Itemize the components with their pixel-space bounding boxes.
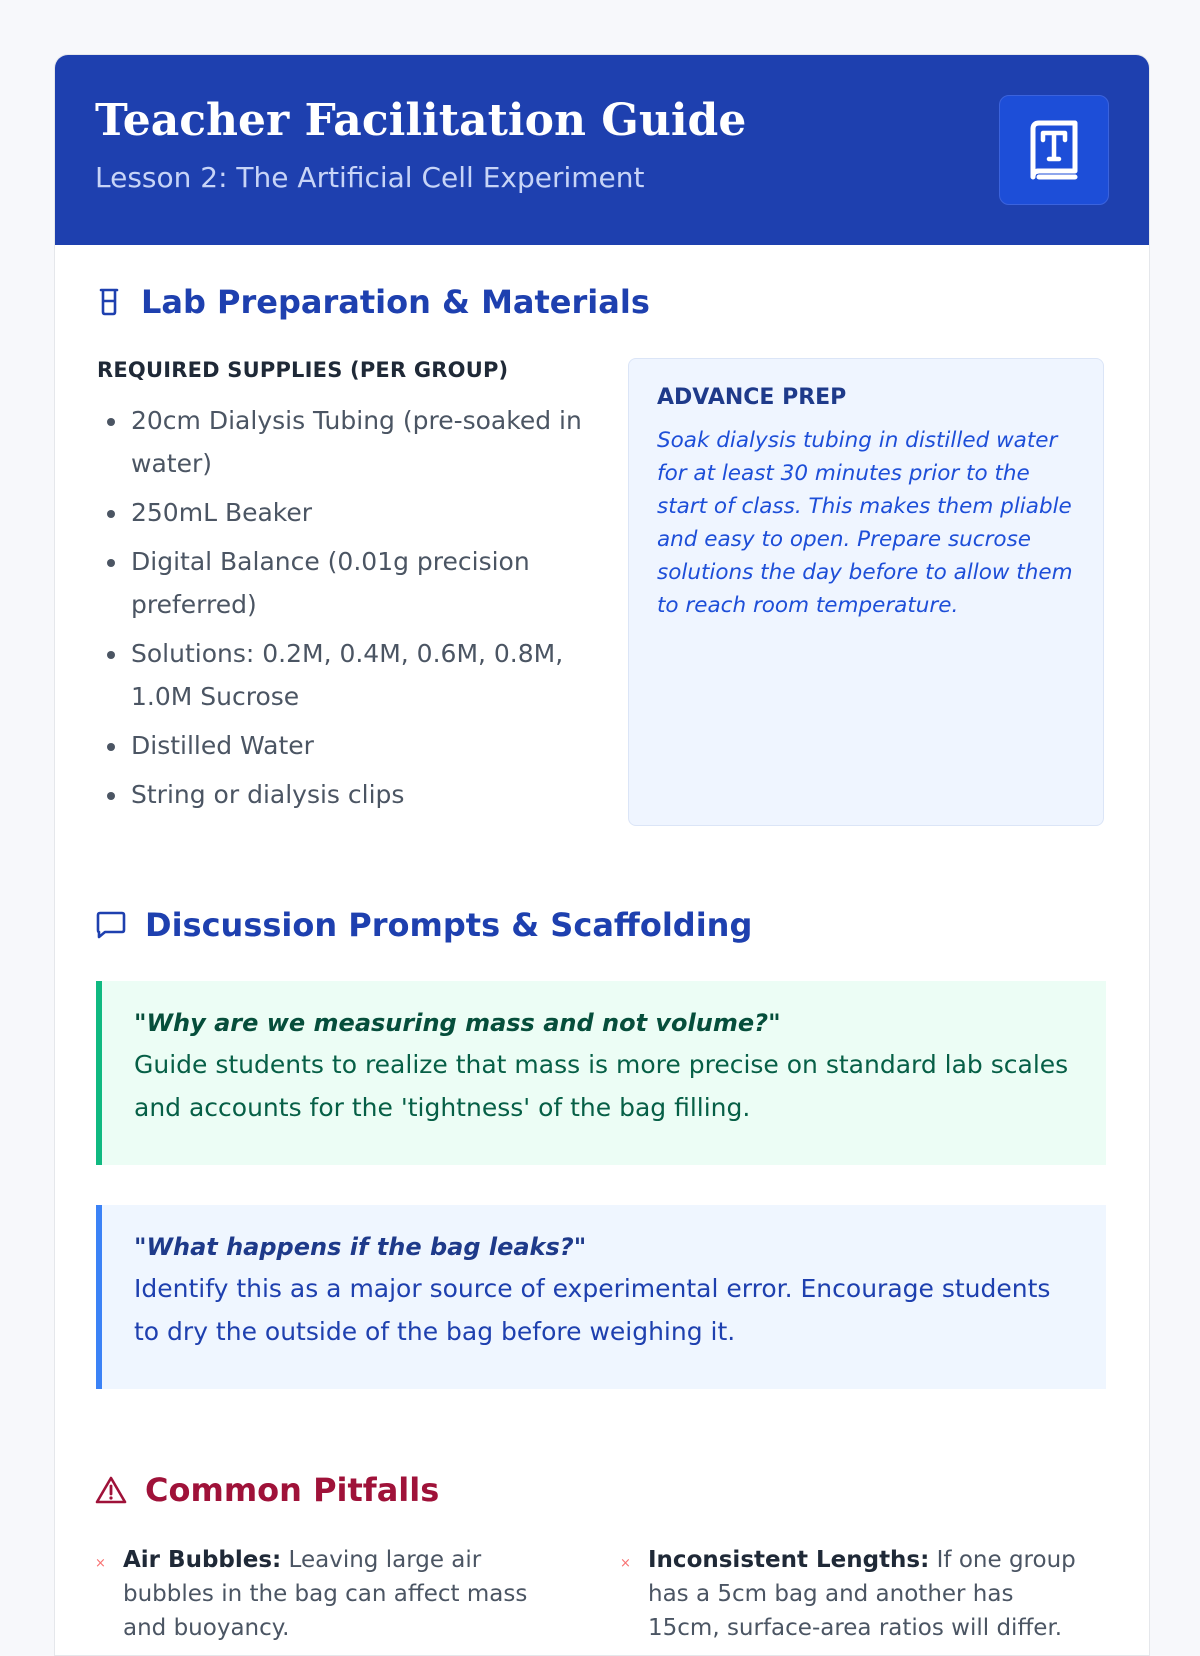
supplies-list [97, 399, 609, 822]
pitfall-label: Air Bubbles: [123, 1547, 282, 1573]
advance-prep-title: ADVANCE PREP [657, 385, 847, 410]
list-item: • 250mL Beaker [129, 491, 609, 534]
pitfalls-heading [95, 1471, 439, 1509]
pitfall-text: Leaving large air bubbles in the bag can affect mass and buoyancy. [123, 1547, 528, 1641]
pitfall-label: Inconsistent Lengths: [648, 1547, 930, 1573]
chat-bubble-icon [95, 910, 127, 940]
discussion-heading [95, 906, 752, 944]
guide-header [55, 55, 1149, 245]
close-icon: × [620, 1556, 631, 1571]
list-item: • Distilled Water [129, 724, 609, 767]
prompt-answer: Guide students to realize that mass is more precise on standard lab scales and accounts for the 'tightness' of the bag filling. [134, 1050, 1069, 1122]
guide-card [54, 54, 1150, 1656]
advance-prep-text: Soak dialysis tubing in distilled water for at least 30 minutes prior to the start of class. This makes them pliable and easy to open. Prepare sucrose solutions the day before to allow them to reach room temperature. [657, 428, 1073, 618]
teacher-book-icon [1026, 119, 1082, 181]
warning-triangle-icon [95, 1475, 127, 1505]
pitfall-item [95, 1543, 565, 1645]
lesson-subtitle: Lesson 2: The Artificial Cell Experiment [95, 161, 645, 194]
supplies-heading: REQUIRED SUPPLIES (PER GROUP) [97, 358, 509, 382]
lab-prep-title: Lab Preparation & Materials [141, 283, 650, 321]
discussion-prompt [96, 1205, 1106, 1389]
advance-prep-box [628, 358, 1104, 826]
page-title: Teacher Facilitation Guide [95, 95, 747, 146]
teacher-badge [999, 95, 1109, 205]
list-item: • String or dialysis clips [129, 773, 609, 816]
pitfall-item [620, 1543, 1090, 1645]
list-item: • Solutions: 0.2M, 0.4M, 0.6M, 0.8M, 1.0M Sucrose [129, 632, 609, 718]
list-item: • Digital Balance (0.01g precision preferred) [129, 540, 609, 626]
beaker-icon [95, 287, 123, 317]
pitfall-text: If one group has a 5cm bag and another has 15cm, surface-area ratios will differ. [648, 1547, 1076, 1641]
discussion-title: Discussion Prompts & Scaffolding [145, 906, 753, 944]
prompt-question: "What happens if the bag leaks?" [134, 1233, 587, 1261]
discussion-prompt [96, 981, 1106, 1165]
close-icon: × [95, 1556, 106, 1571]
list-item: • 20cm Dialysis Tubing (pre-soaked in water) [129, 399, 609, 485]
prompt-answer: Identify this as a major source of experimental error. Encourage students to dry the outside of the bag before weighing it. [134, 1274, 1051, 1346]
pitfalls-title: Common Pitfalls [145, 1471, 440, 1509]
prompt-question: "Why are we measuring mass and not volume?" [134, 1009, 781, 1037]
lab-prep-heading [95, 283, 650, 321]
